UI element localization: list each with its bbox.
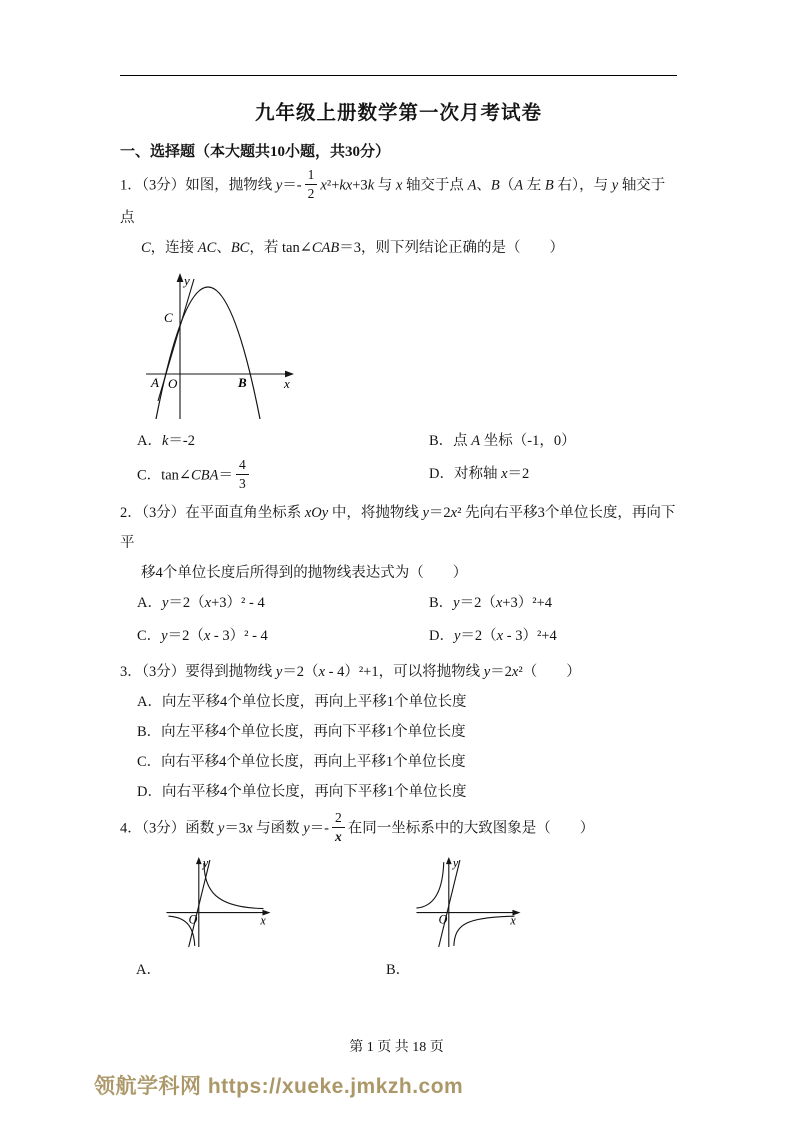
q4-option-b-label: B． <box>386 962 411 979</box>
q1-fig-label-c: C <box>164 310 173 326</box>
q3-option-b: B．向左平移4个单位长度，再向下平移1个单位长度 <box>137 724 466 741</box>
q3-option-a: A．向左平移4个单位长度，再向上平移1个单位长度 <box>137 694 467 711</box>
q4-fraction-den: x <box>335 828 342 844</box>
q4-option-a-label: A． <box>136 962 161 979</box>
q1-option-b: B．点 A 坐标（-1，0） <box>429 433 576 450</box>
q4b-label-y: y <box>452 856 459 871</box>
header-rule <box>120 75 677 76</box>
q4-fraction-num: 2 <box>332 810 345 828</box>
question-2 <box>120 498 677 652</box>
q4-figure-a-block <box>136 854 274 981</box>
q3-option-d: D．向右平移4个单位长度，再向下平移1个单位长度 <box>137 784 467 801</box>
q1-fig-y-arrow <box>177 273 184 282</box>
q2-text-line2: 移4个单位长度后所得到的抛物线表达式为（ ） <box>141 565 468 582</box>
section-heading: 一、选择题（本大题共10小题，共30分） <box>120 144 391 160</box>
question-3 <box>120 657 677 807</box>
q4a-hyperbola-q1 <box>204 863 264 908</box>
q1-fig-label-a: A <box>151 375 159 391</box>
q1-text-line1-pre: 1．（3分）如图，抛物线 y＝- <box>120 177 302 194</box>
q1-fig-label-y: y <box>184 273 190 289</box>
page-content <box>120 0 677 986</box>
q2-option-d: D．y＝2（x - 3）²+4 <box>429 628 557 645</box>
q3-options <box>120 687 677 807</box>
q1-option-a: A．k＝-2 <box>137 433 196 450</box>
q4b-label-o: O <box>438 912 448 927</box>
q3-option-c: C．向右平移4个单位长度，再向上平移1个单位长度 <box>137 754 466 771</box>
q1-option-c <box>137 459 429 493</box>
q4-text-line1-post: 在同一坐标系中的大致图象是（ ） <box>347 820 595 837</box>
q4b-y-arrow <box>446 857 452 864</box>
q1-option-c-frac-num: 4 <box>236 457 249 475</box>
question-4 <box>120 812 677 981</box>
q1-fraction-half <box>305 167 318 201</box>
q1-option-c-frac-den: 3 <box>238 475 246 491</box>
q2-option-c: C．y＝2（x - 3）² - 4 <box>137 628 268 645</box>
q1-option-d: D．对称轴 x＝2 <box>429 466 530 483</box>
q1-fig-label-b: B <box>238 375 247 391</box>
q2-option-a: A．y＝2（x+3）² - 4 <box>137 595 265 612</box>
q1-options <box>120 426 677 493</box>
q1-figure-parabola <box>138 269 298 424</box>
q1-option-c-fraction <box>236 457 249 491</box>
page-title: 九年级上册数学第一次月考试卷 <box>254 103 542 124</box>
q2-option-b: B．y＝2（x+3）²+4 <box>429 595 552 612</box>
q4b-hyperbola-q2 <box>416 862 443 908</box>
q4-fraction <box>332 810 345 844</box>
question-1 <box>120 169 677 493</box>
q1-text-line1 <box>120 169 677 233</box>
watermark: 领航学科网 https://xueke.jmkzh.com <box>94 1075 464 1098</box>
q1-fig-label-x: x <box>284 376 290 392</box>
q1-fraction-half-den: 2 <box>307 185 315 201</box>
q1-text-line2: C，连接 AC、BC，若 tan∠CAB＝3，则下列结论正确的是（ ） <box>141 240 564 257</box>
q4a-label-o: O <box>188 912 198 927</box>
q4a-y-arrow <box>196 857 202 864</box>
q4-text-line1 <box>120 812 677 846</box>
q1-fraction-half-num: 1 <box>305 167 318 185</box>
q1-text-line1-post: x²+kx+3k 与 x 轴交于点 A、B（A 左 B 右），与 y 轴交于点 <box>120 177 666 227</box>
q4b-label-x: x <box>510 913 516 928</box>
q2-text-line1: 2．（3分）在平面直角坐标系 xOy 中，将抛物线 y＝2x² 先向右平移3个单位长度，再向下平 <box>120 505 676 552</box>
q3-text-line1: 3．（3分）要得到抛物线 y＝2（x - 4）²+1，可以将抛物线 y＝2x²（ ） <box>120 664 581 681</box>
q4-figure-a <box>162 854 274 950</box>
q4a-label-y: y <box>202 856 209 871</box>
q4b-hyperbola-q4 <box>454 913 516 946</box>
q4-figure-b-block <box>386 854 524 981</box>
q2-options <box>120 588 677 652</box>
q1-option-c-text: C．tan∠CBA＝ <box>137 467 233 484</box>
q4-figure-b <box>412 854 524 950</box>
q4-text-line1-pre: 4．（3分）函数 y＝3x 与函数 y＝- <box>120 820 330 837</box>
page-number-footer: 第 1 页 共 18 页 <box>349 1040 444 1055</box>
q1-fig-label-o: O <box>168 376 178 392</box>
q4a-label-x: x <box>260 913 266 928</box>
q4-figures-row <box>136 854 677 981</box>
